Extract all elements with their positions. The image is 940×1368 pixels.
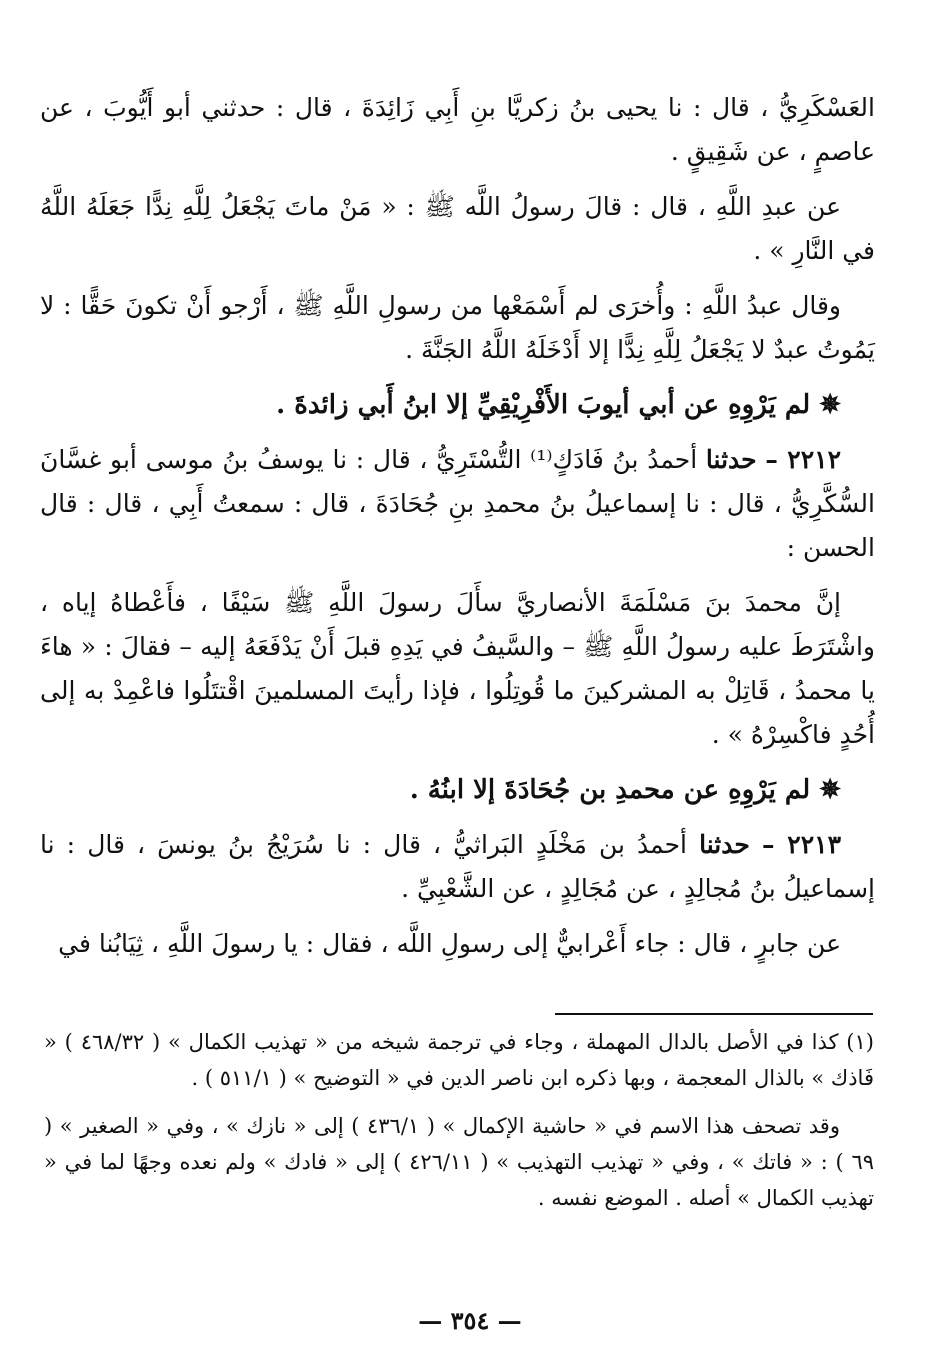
main-text <box>40 86 875 977</box>
footnote-1: (١) كذا في الأصل بالدال المهملة ، وجاء في ترجمة شيخه من « تهذيب الكمال » ( ٤٦٨/٣٢ ) « فَاذك » بالذال المعجمة ، وبها ذكره ابن ناصر الدين في « التوضيح » ( ٥١١/١ ) . <box>44 1030 874 1090</box>
page-number: — ٣٥٤ — <box>418 1306 522 1335</box>
paragraph-hadith-2213 <box>40 823 875 911</box>
note-text: لم يَرْوِهِ عن محمدِ بن جُحَادَةَ إلا ابنُهُ . <box>409 775 811 805</box>
hadith-lead-word: حدثنا <box>705 445 757 474</box>
paragraph-hadith-matn: عن عبدِ اللَّهِ ، قال : قالَ رسولُ اللَّه ﷺ : « مَنْ ماتَ يَجْعَلُ لِلَّهِ نِدًّا جَعَلَهُ اللَّهُ في النَّارِ » . <box>40 192 875 265</box>
hadith-number: ٢٢١٣ – <box>761 830 842 859</box>
paragraph-hadith-matn-jabir: عن جابرٍ ، قال : جاء أَعْرابيٌّ إلى رسولِ اللَّه ، فقال : يا رسولَ اللَّهِ ، ثِيَابُنا في <box>58 929 841 958</box>
hadith-lead-word: حدثنا <box>699 830 750 859</box>
paragraph-abdullah-saying: وقال عبدُ اللَّهِ : وأُخرَى لم أَسْمَعْها من رسولِ اللَّهِ ﷺ ، أَرْجو أَنْ تكونَ حَقًّا : لا يَمُوتُ عبدٌ لا يَجْعَلُ لِلَّهِ نِدًّا إلا أَدْخَلَهُ اللَّهُ الجَنَّةَ . <box>40 291 875 364</box>
paragraph-hadith-2212 <box>40 438 875 570</box>
star-icon: ✵ <box>819 775 841 805</box>
hadith-isnad: أحمدُ بن مَخْلَدٍ البَراثيُّ ، قال : نا سُرَيْجُ بنُ يونسَ ، قال : نا إسماعيلُ بنُ مُجالِدٍ ، عن مُجَالِدٍ ، عن الشَّعْبِيِّ . <box>40 830 875 903</box>
footnote-1-continuation: وقد تصحف هذا الاسم في « حاشية الإكمال » ( ٤٣٦/١ ) إلى « نازك » ، وفي « الصغير » ( ٦٩ ) : « فاتك » ، وفي « تهذيب التهذيب » ( ٤٢٦/١١ ) إلى « فادك » ولم نعده وجهًا لما في « تهذيب الكمال » أصله . الموضع نفسه . <box>44 1114 874 1210</box>
star-icon: ✵ <box>819 390 841 420</box>
paragraph-editor-note <box>40 383 875 427</box>
hadith-isnad: أحمدُ بنُ فَادَكٍ⁽¹⁾ التُّسْتَرِيُّ ، قال : نا يوسفُ بنُ موسى أبو غسَّانَ السُّكَّرِيُّ ، قال : نا إسماعيلُ بنُ محمدِ بنِ جُحَادَةَ ، قال : سمعتُ أَبِي ، قال : قال الحسن : <box>40 445 875 562</box>
paragraph-editor-note <box>40 768 875 812</box>
footnotes <box>44 1024 874 1228</box>
paragraph-hadith-matn-sword: إنَّ محمدَ بنَ مَسْلَمَةَ الأنصاريَّ سأَلَ رسولَ اللَّهِ ﷺ سَيْفًا ، فأَعْطاهُ إياه ، واشْتَرَطَ عليه رسولُ اللَّهِ ﷺ – والسَّيفُ في يَدِهِ قبلَ أَنْ يَدْفَعَهُ إليه – فقالَ : « هاءَ يا محمدُ ، قَاتِلْ به المشركينَ ما قُوتِلُوا ، فإذا رأيتَ المسلمينَ اقْتتَلُوا فاعْمِدْ به إلى أُحُدٍ فاكْسِرْهُ » . <box>40 588 875 749</box>
paragraph-isnad-continuation: العَسْكَرِيُّ ، قال : نا يحيى بنُ زكريَّا بنِ أَبِي زَائِدَةَ ، قال : حدثني أبو أَيُّوبَ ، عن عاصمٍ ، عن شَقِيقٍ . <box>40 93 875 166</box>
note-text: لم يَرْوِهِ عن أبي أيوبَ الأَفْرِيْقِيِّ إلا ابنُ أَبي زائدةَ . <box>276 390 811 420</box>
footnote-divider <box>555 1013 873 1015</box>
hadith-number: ٢٢١٢ – <box>765 445 842 474</box>
